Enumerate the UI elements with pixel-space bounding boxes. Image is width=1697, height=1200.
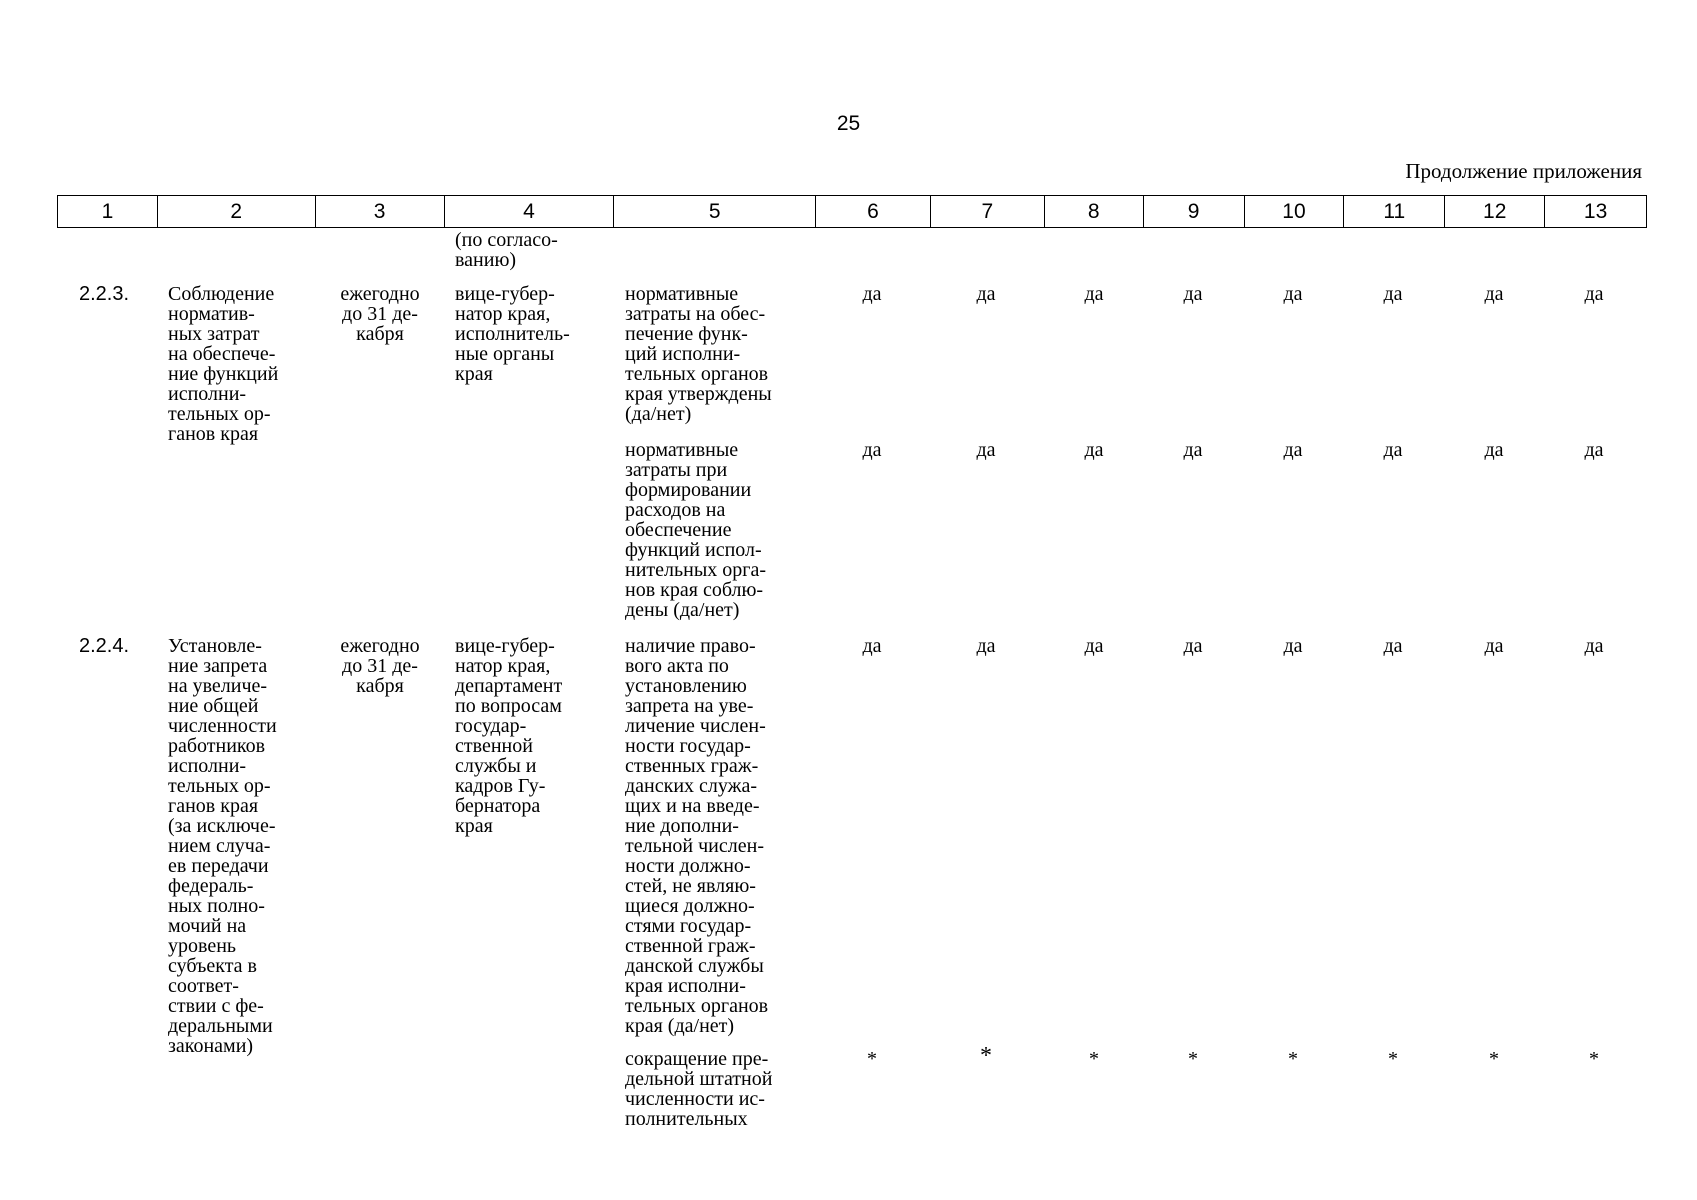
value-cell: да [1383,635,1403,657]
row-deadline-2-2-3: ежегодно до 31 де- кабря [340,283,420,345]
row-deadline-2-2-4: ежегодно до 31 де- кабря [340,635,420,697]
value-cell: да [976,439,996,461]
row-indicator-2-2-4-b: сокращение пре- дельной штатной численности ис- полнительных [625,1048,773,1130]
row-number-2-2-3: 2.2.3. [79,283,130,305]
header-col-4: 4 [445,196,615,227]
header-col-13: 13 [1583,199,1608,223]
header-col-3: 3 [316,196,445,227]
value-cell: да [1383,439,1403,461]
value-cell: да [1584,283,1604,305]
value-cell: да [862,635,882,657]
row-indicator-2-2-3-b: нормативные затраты при формировании расходов на обеспечение функций испол- нительных орга- нов края соблю- дены (да/нет) [625,439,767,621]
value-cell: да [1183,439,1203,461]
row-indicator-2-2-3-a: нормативные затраты на обес- печение функ- ций исполни- тельных органов края утверждены (да/нет) [625,283,772,425]
header-col-8: 8 [1045,196,1144,227]
row-number-2-2-4: 2.2.4. [79,635,130,657]
value-cell: да [1584,439,1604,461]
value-cell: да [1183,283,1203,305]
value-cell: да [1484,283,1504,305]
value-cell: * [1589,1048,1599,1070]
header-col-5: 5 [614,196,816,227]
page-number: 25 [836,112,861,135]
header-col-6: 6 [816,196,931,227]
table-header-row [57,195,1647,228]
value-cell: * [1288,1048,1298,1070]
row-task-2-2-3: Соблюдение норматив- ных затрат на обеспече- ние функций исполни- тельных ор- ганов края [168,283,279,445]
row-task-2-2-4: Установле- ние запрета на увеличе- ние общей численности работников исполни- тельных ор- ганов края (за исключе- нием случа- ев передачи федераль- ных полно- мочий на уровень субъекта в соответ- ствии с фе- деральными законами) [168,635,277,1057]
continuation-label: Продолжение приложения [1405,159,1642,183]
value-cell: да [1484,439,1504,461]
row-responsible-2-2-3: вице-губер- натор края, исполнитель- ные органы края [455,283,570,385]
value-cell: да [1383,283,1403,305]
header-col-2: 2 [158,196,316,227]
header-col-1: 1 [58,196,158,227]
value-cell: да [862,283,882,305]
value-cell: да [1283,635,1303,657]
value-cell: да [1084,439,1104,461]
value-cell: * [980,1043,992,1069]
value-cell: * [1089,1048,1099,1070]
value-cell: да [1283,439,1303,461]
header-col-12: 12 [1445,196,1545,227]
value-cell: * [1489,1048,1499,1070]
carryover-responsible: (по согласо- ванию) [455,229,558,271]
value-cell: да [1283,283,1303,305]
value-cell: да [1484,635,1504,657]
header-col-11: 11 [1344,196,1445,227]
row-responsible-2-2-4: вице-губер- натор края, департамент по вопросам государ- ственной службы и кадров Гу- бернатора края [455,635,563,837]
header-col-10: 10 [1245,196,1345,227]
value-cell: * [1388,1048,1398,1070]
value-cell: да [976,283,996,305]
value-cell: да [1084,635,1104,657]
value-cell: да [1183,635,1203,657]
value-cell: да [862,439,882,461]
value-cell: да [1584,635,1604,657]
header-col-7: 7 [931,196,1045,227]
header-col-9: 9 [1144,196,1245,227]
row-indicator-2-2-4-a: наличие право- вого акта по установлению запрета на уве- личение числен- ности государ- ственных граж- данских служа- щих и на введе- ние дополни- тельной числен- ности должно- стей, не являю- щиеся должно- стями государ- ственной граж- данской службы края исполни- тельных органов края (да/нет) [625,635,769,1037]
value-cell: * [1188,1048,1198,1070]
value-cell: да [976,635,996,657]
value-cell: да [1084,283,1104,305]
value-cell: * [867,1048,877,1070]
